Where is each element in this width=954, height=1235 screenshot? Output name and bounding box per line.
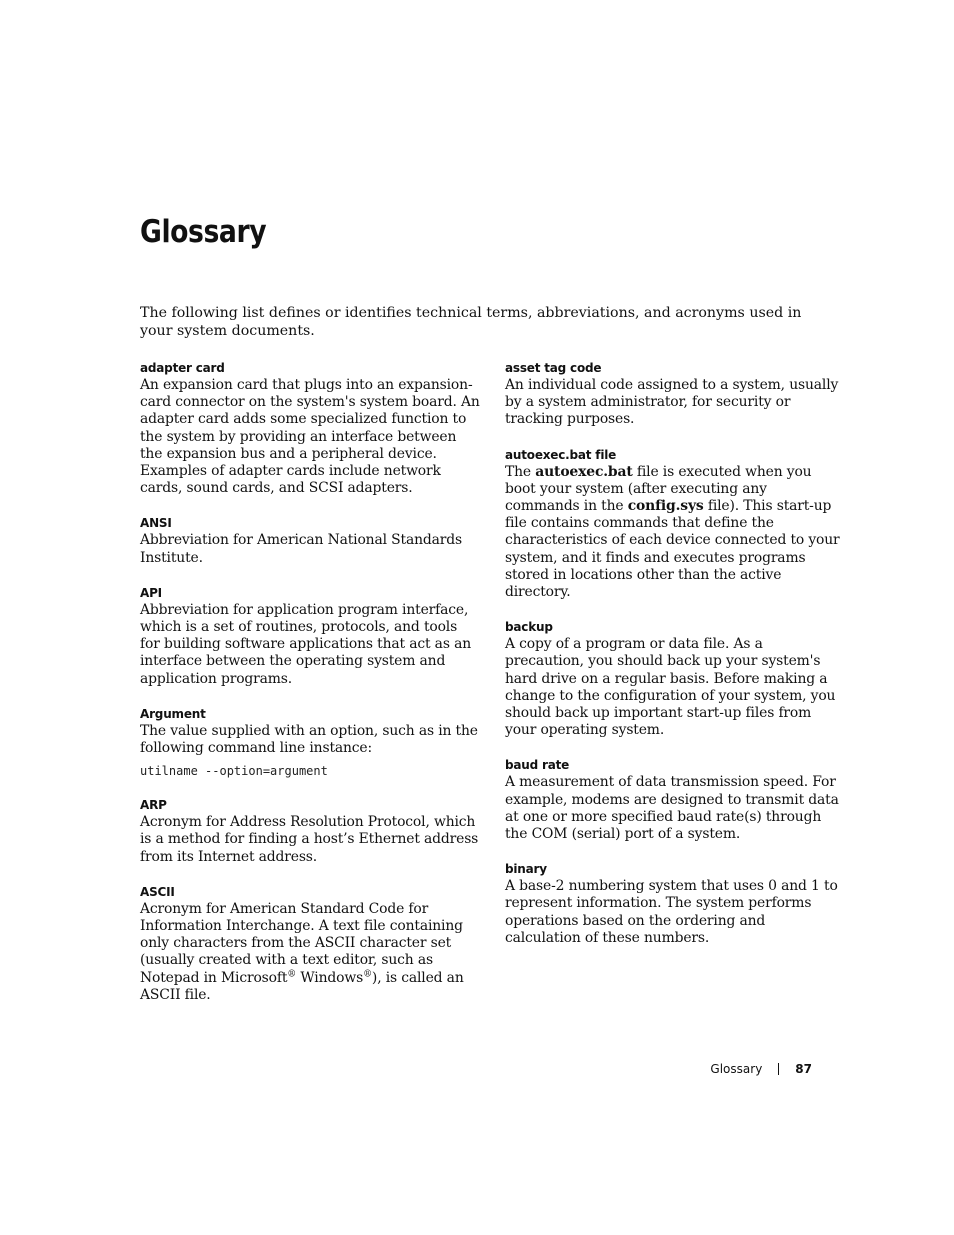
glossary-entry-api: [140, 585, 480, 688]
glossary-entry-adapter-card: [140, 360, 480, 497]
definition-text: Windows: [296, 969, 364, 986]
glossary-entry-baud-rate: [505, 757, 845, 843]
page-footer: [710, 1062, 812, 1076]
glossary-term: API: [140, 585, 162, 600]
glossary-entry-backup: [505, 619, 845, 739]
glossary-definition: [505, 464, 845, 602]
definition-text: Acronym for American Standard Code for Information Interchange. A text file containing only characters from the ASCII character set (usually created with a text editor, such as Notepad in Microsoft: [140, 900, 463, 986]
glossary-definition: Abbreviation for American National Standards Institute.: [140, 532, 462, 566]
registered-mark: ®: [363, 969, 372, 980]
page-title: Glossary: [140, 214, 267, 250]
glossary-term: binary: [505, 862, 547, 877]
glossary-entry-ansi: [140, 515, 480, 566]
glossary-term: Argument: [140, 706, 206, 721]
glossary-definition: An expansion card that plugs into an expansion-card connector on the system's system board. An adapter card adds some specialized function to the system by providing an interface between the expansion bus and a peripheral device. Examples of adapter cards include network cards, sound cards, and SCSI adapters.: [140, 377, 480, 497]
glossary-right-column: [505, 360, 845, 965]
glossary-entry-autoexec-bat: [505, 447, 845, 602]
glossary-term: ANSI: [140, 516, 172, 531]
page-number: 87: [795, 1062, 812, 1076]
filename-text: autoexec.bat: [535, 463, 633, 480]
definition-text: The: [505, 463, 536, 480]
glossary-term: autoexec.bat file: [505, 447, 617, 462]
glossary-definition: The value supplied with an option, such as in the following command line instance:: [140, 722, 478, 757]
glossary-definition: A copy of a program or data file. As a precaution, you should back up your system's hard drive on a regular basis. Before making a change to the configuration of your system, you should back up important start-up files from your operating system.: [505, 636, 836, 739]
glossary-entry-ascii: [140, 884, 480, 1004]
registered-mark: ®: [287, 969, 297, 980]
glossary-term: ARP: [140, 798, 167, 813]
glossary-term: asset tag code: [505, 361, 602, 375]
definition-text: file). This start-up file contains commands that define the characteristics of each device connected to your system, and it finds and executes programs stored in locations other than the active directory.: [505, 498, 840, 601]
footer-divider: [778, 1063, 779, 1075]
glossary-definition: An individual code assigned to a system, usually by a system administrator, for security or tracking purposes.: [505, 377, 839, 428]
footer-section-name: Glossary: [710, 1062, 763, 1076]
definition-text: file is executed when you boot your system (after executing any commands in the: [505, 463, 812, 515]
intro-paragraph: The following list defines or identifies technical terms, abbreviations, and acronyms used in your system documents.: [140, 305, 802, 339]
glossary-entry-asset-tag-code: [505, 360, 845, 429]
glossary-entry-binary: [505, 861, 845, 947]
glossary-term: adapter card: [140, 361, 225, 375]
glossary-definition: Acronym for Address Resolution Protocol, which is a method for finding a host’s Ethernet address from its Internet address.: [140, 814, 479, 865]
glossary-definition: A base-2 numbering system that uses 0 and 1 to represent information. The system performs operations based on the ordering and calculation of these numbers.: [505, 878, 838, 946]
glossary-definition: A measurement of data transmission speed. For example, modems are designed to transmit data at one or more specified baud rate(s) through the COM (serial) port of a system.: [505, 774, 839, 843]
glossary-term: ASCII: [140, 884, 175, 899]
code-example: utilname --option=argument: [140, 764, 328, 779]
filename-text: config.sys: [627, 498, 704, 515]
glossary-definition: [140, 901, 480, 1004]
glossary-entry-arp: [140, 797, 480, 866]
glossary-left-column: [140, 360, 480, 1022]
glossary-term: baud rate: [505, 758, 570, 773]
glossary-term: backup: [505, 620, 553, 635]
glossary-definition: Abbreviation for application program interface, which is a set of routines, protocols, and tools for building software applications that act as an interface between the operating system and application programs.: [140, 601, 471, 687]
glossary-entry-argument: [140, 706, 480, 779]
definition-text: ), is called an ASCII file.: [140, 969, 464, 1003]
